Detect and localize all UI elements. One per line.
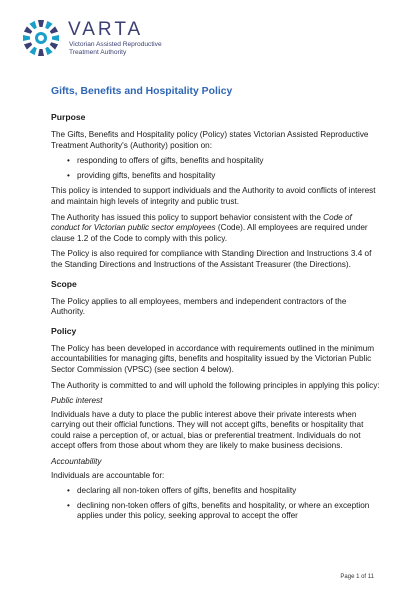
document-title: Gifts, Benefits and Hospitality Policy <box>51 86 233 97</box>
document-body <box>51 112 381 527</box>
brand-subtitle <box>69 41 189 57</box>
purpose-p3-before: The Authority has issued this policy to support behavior consistent with the <box>51 212 324 222</box>
brand-subtitle-line2: Treatment Authority <box>69 49 127 56</box>
accountability-heading: Accountability <box>51 457 102 467</box>
purpose-p3-after: (Code). All employees are required under clause 1.2 of the Code to comply with this policy. <box>51 223 368 243</box>
purpose-intro: The Gifts, Benefits and Hospitality policy (Policy) states Victorian Assisted Reproductive Treatment Authority's (Authority) position on: <box>51 130 369 150</box>
purpose-bullet-list <box>51 156 381 181</box>
brand-subtitle-line1: Victorian Assisted Reproductive <box>69 41 162 48</box>
public-interest-paragraph: Individuals have a duty to place the public interest above their private interests when carrying out their official functions. They will not accept gifts, benefits or hospitality that could raise a perception of, or actual, bias or preferential treatment. Individuals do not accept offers from those about whom they are likely to make business decisions. <box>51 409 364 451</box>
list-item: • providing gifts, benefits and hospitality <box>67 171 381 182</box>
brand-name: VARTA <box>68 19 144 40</box>
accountability-intro: Individuals are accountable for: <box>51 470 165 480</box>
list-item: • declaring all non-token offers of gifts, benefits and hospitality <box>67 486 381 497</box>
policy-paragraph-2: The Authority is committed to and will uphold the following principles in applying this policy: <box>51 380 380 390</box>
code-of-conduct-title: Code of conduct for Victorian public sector employees <box>51 212 352 233</box>
page-number: Page 1 of 11 <box>340 574 374 580</box>
purpose-heading: Purpose <box>51 112 86 122</box>
list-item: • declining non-token offers of gifts, benefits and hospitality, or where an exception applies under this policy, seeking approval to accept the offer <box>67 501 381 522</box>
accountability-bullet-list <box>51 486 381 522</box>
policy-heading: Policy <box>51 325 77 336</box>
purpose-paragraph-4: The Policy is also required for compliance with Standing Direction and Instructions 3.4 of the Standing Directions and Instructions of the Assistant Treasurer (the Directions). <box>51 249 372 269</box>
scope-paragraph: The Policy applies to all employees, members and independent contractors of the Authority. <box>51 296 347 317</box>
policy-paragraph-1: The Policy has been developed in accordance with requirements outlined in the minimum accountabilities for managing gifts, benefits and hospitality issued by the Victorian Public Sector Commission (VPSC) (see section 4 below). <box>51 343 375 374</box>
public-interest-heading: Public interest <box>51 396 103 406</box>
scope-heading: Scope <box>51 278 77 289</box>
purpose-paragraph-3 <box>51 213 381 245</box>
list-item: • responding to offers of gifts, benefits and hospitality <box>67 156 381 167</box>
varta-logo-icon <box>21 18 61 58</box>
purpose-paragraph-2: This policy is intended to support individuals and the Authority to avoid conflicts of interest and maintain high levels of integrity and public trust. <box>51 186 376 206</box>
